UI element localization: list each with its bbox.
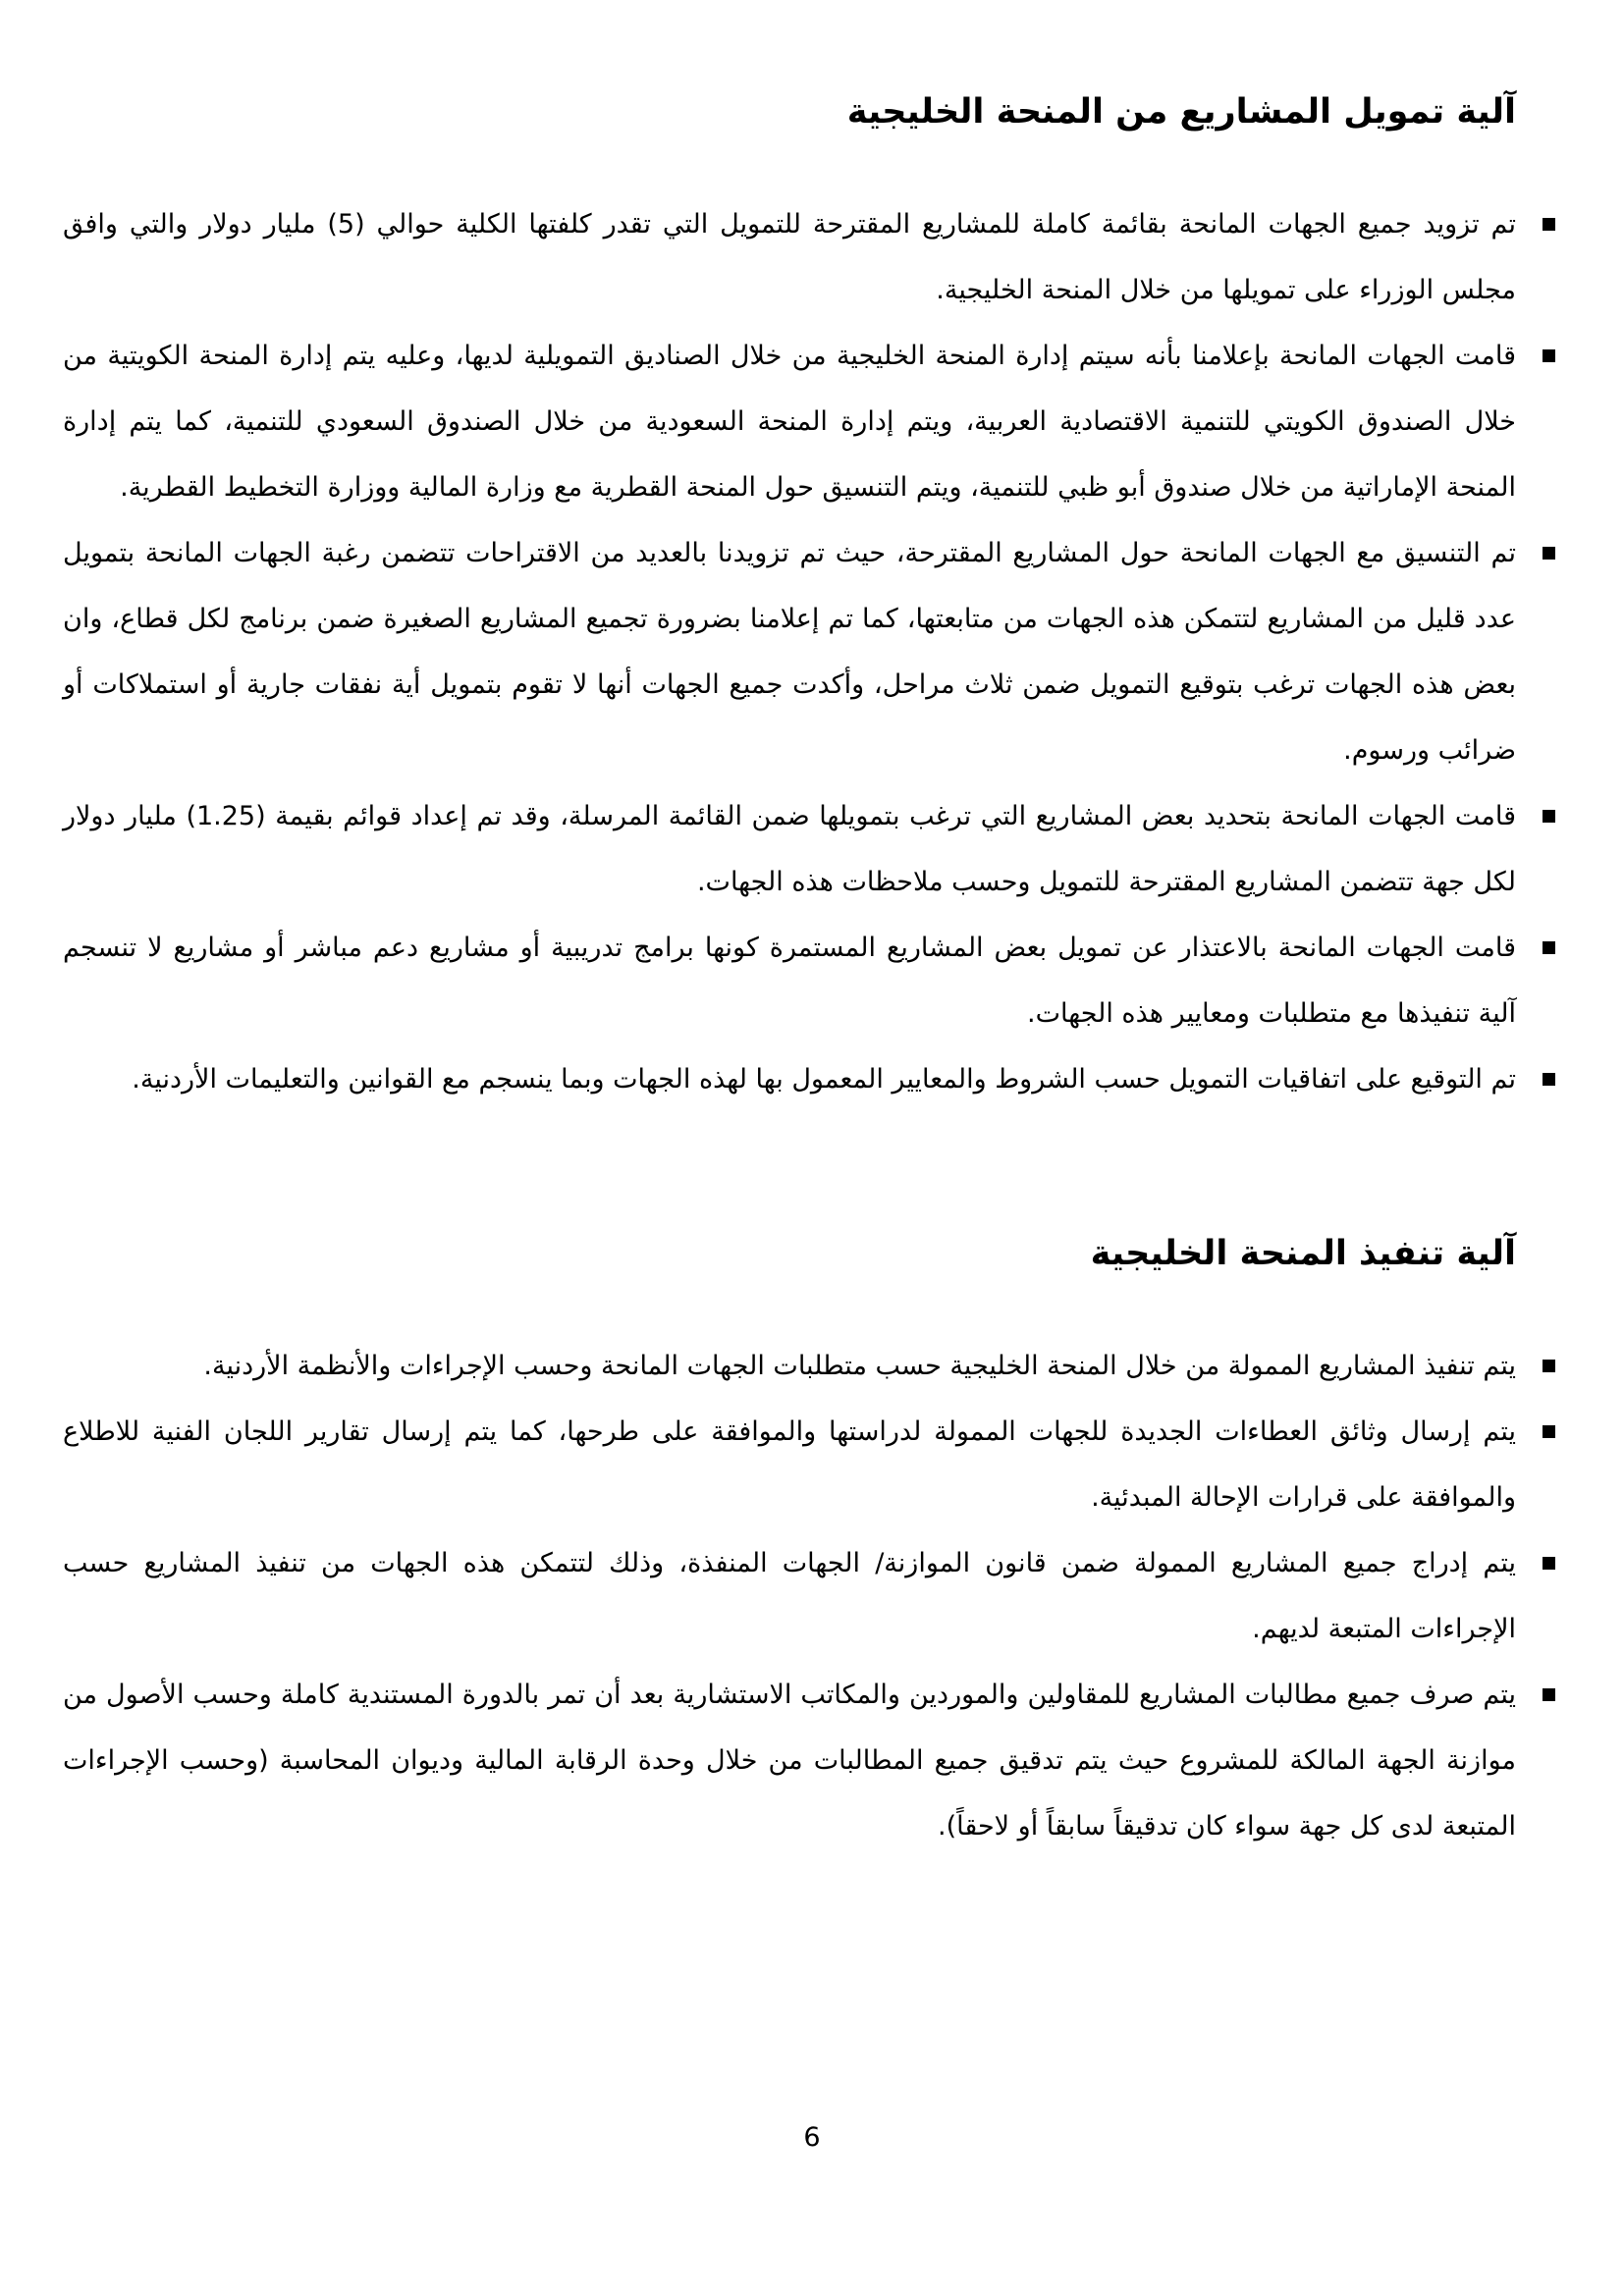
section-1-heading: آلية تمويل المشاريع من المنحة الخليجية [846, 92, 1516, 132]
bullet-item [63, 783, 1561, 915]
bullet-square-icon [1543, 1557, 1555, 1570]
bullet-square-icon [1543, 941, 1555, 954]
bullet-text: تم التوقيع على اتفاقيات التمويل حسب الشروط والمعايير المعمول بها لهذه الجهات وبما ينسجم مع القوانين والتعليمات الأردنية. [132, 1064, 1516, 1095]
bullet-square-icon [1543, 1425, 1555, 1438]
bullet-square-icon [1543, 547, 1555, 560]
bullet-item [63, 323, 1561, 520]
bullet-square-icon [1543, 349, 1555, 362]
bullet-text: يتم إدراج جميع المشاريع الممولة ضمن قانون الموازنة/ الجهات المنفذة، وذلك لتتمكن هذه الجهات من تنفيذ المشاريع حسب الإجراءات المتبعة لديهم. [63, 1548, 1516, 1644]
bullet-text: قامت الجهات المانحة بتحديد بعض المشاريع التي ترغب بتمويلها ضمن القائمة المرسلة، وقد تم إعداد قوائم بقيمة (1.25) مليار دولار لكل جهة تتضمن المشاريع المقترحة للتمويل وحسب ملاحظات هذه الجهات. [63, 801, 1516, 897]
page-number: 6 [803, 2122, 821, 2153]
section-2-heading: آلية تنفيذ المنحة الخليجية [1090, 1234, 1516, 1273]
bullet-text: يتم صرف جميع مطالبات المشاريع للمقاولين والموردين والمكاتب الاستشارية بعد أن تمر بالدورة المستندية كاملة وحسب الأصول من موازنة الجهة المالكة للمشروع حيث يتم تدقيق جميع المطالبات من خلال وحدة الرقابة المالية وديوان المحاسبة (وحسب الإجراءات المتبعة لدى كل جهة سواء كان تدقيقاً سابقاً أو لاحقاً). [63, 1680, 1516, 1842]
bullet-square-icon [1543, 218, 1555, 231]
bullet-square-icon [1543, 1073, 1555, 1086]
bullet-item [63, 191, 1561, 323]
bullet-text: يتم تنفيذ المشاريع الممولة من خلال المنحة الخليجية حسب متطلبات الجهات المانحة وحسب الإجراءات والأنظمة الأردنية. [203, 1351, 1516, 1381]
bullet-square-icon [1543, 1360, 1555, 1372]
bullet-text: قامت الجهات المانحة بإعلامنا بأنه سيتم إدارة المنحة الخليجية من خلال الصناديق التمويلية لديها، وعليه يتم إدارة المنحة الكويتية من خلال الصندوق الكويتي للتنمية الاقتصادية العربية، ويتم إدارة المنحة السعودية من خلال الصندوق السعودي للتنمية، كما يتم إدارة المنحة الإماراتية من خلال صندوق أبو ظبي للتنمية، ويتم التنسيق حول المنحة القطرية مع وزارة المالية ووزارة التخطيط القطرية. [63, 341, 1516, 503]
section-2-bullet-list [63, 1333, 1561, 1859]
bullet-item [63, 915, 1561, 1046]
bullet-item [63, 1530, 1561, 1662]
bullet-item [63, 1399, 1561, 1530]
bullet-square-icon [1543, 1688, 1555, 1701]
bullet-text: تم تزويد جميع الجهات المانحة بقائمة كاملة للمشاريع المقترحة للتمويل التي تقدر كلفتها الكلية حوالي (5) مليار دولار والتي وافق مجلس الوزراء على تمويلها من خلال المنحة الخليجية. [63, 209, 1516, 305]
bullet-text: قامت الجهات المانحة بالاعتذار عن تمويل بعض المشاريع المستمرة كونها برامج تدريبية أو مشاريع دعم مباشر أو مشاريع لا تنسجم آلية تنفيذها مع متطلبات ومعايير هذه الجهات. [63, 933, 1516, 1029]
bullet-square-icon [1543, 810, 1555, 823]
bullet-item [63, 1333, 1561, 1399]
bullet-text: تم التنسيق مع الجهات المانحة حول المشاريع المقترحة، حيث تم تزويدنا بالعديد من الاقتراحات تتضمن رغبة الجهات المانحة بتمويل عدد قليل من المشاريع لتتمكن هذه الجهات من متابعتها، كما تم إعلامنا بضرورة تجميع المشاريع الصغيرة ضمن برنامج لكل قطاع، وان بعض هذه الجهات ترغب بتوقيع التمويل ضمن ثلاث مراحل، وأكدت جميع الجهات أنها لا تقوم بتمويل أية نفقات جارية أو استملاكات أو ضرائب ورسوم. [63, 538, 1516, 766]
section-1-bullet-list [63, 191, 1561, 1112]
bullet-item [63, 1046, 1561, 1112]
bullet-item [63, 520, 1561, 783]
bullet-item [63, 1662, 1561, 1859]
bullet-text: يتم إرسال وثائق العطاءات الجديدة للجهات الممولة لدراستها والموافقة على طرحها، كما يتم إرسال تقارير اللجان الفنية للاطلاع والموافقة على قرارات الإحالة المبدئية. [63, 1416, 1516, 1513]
